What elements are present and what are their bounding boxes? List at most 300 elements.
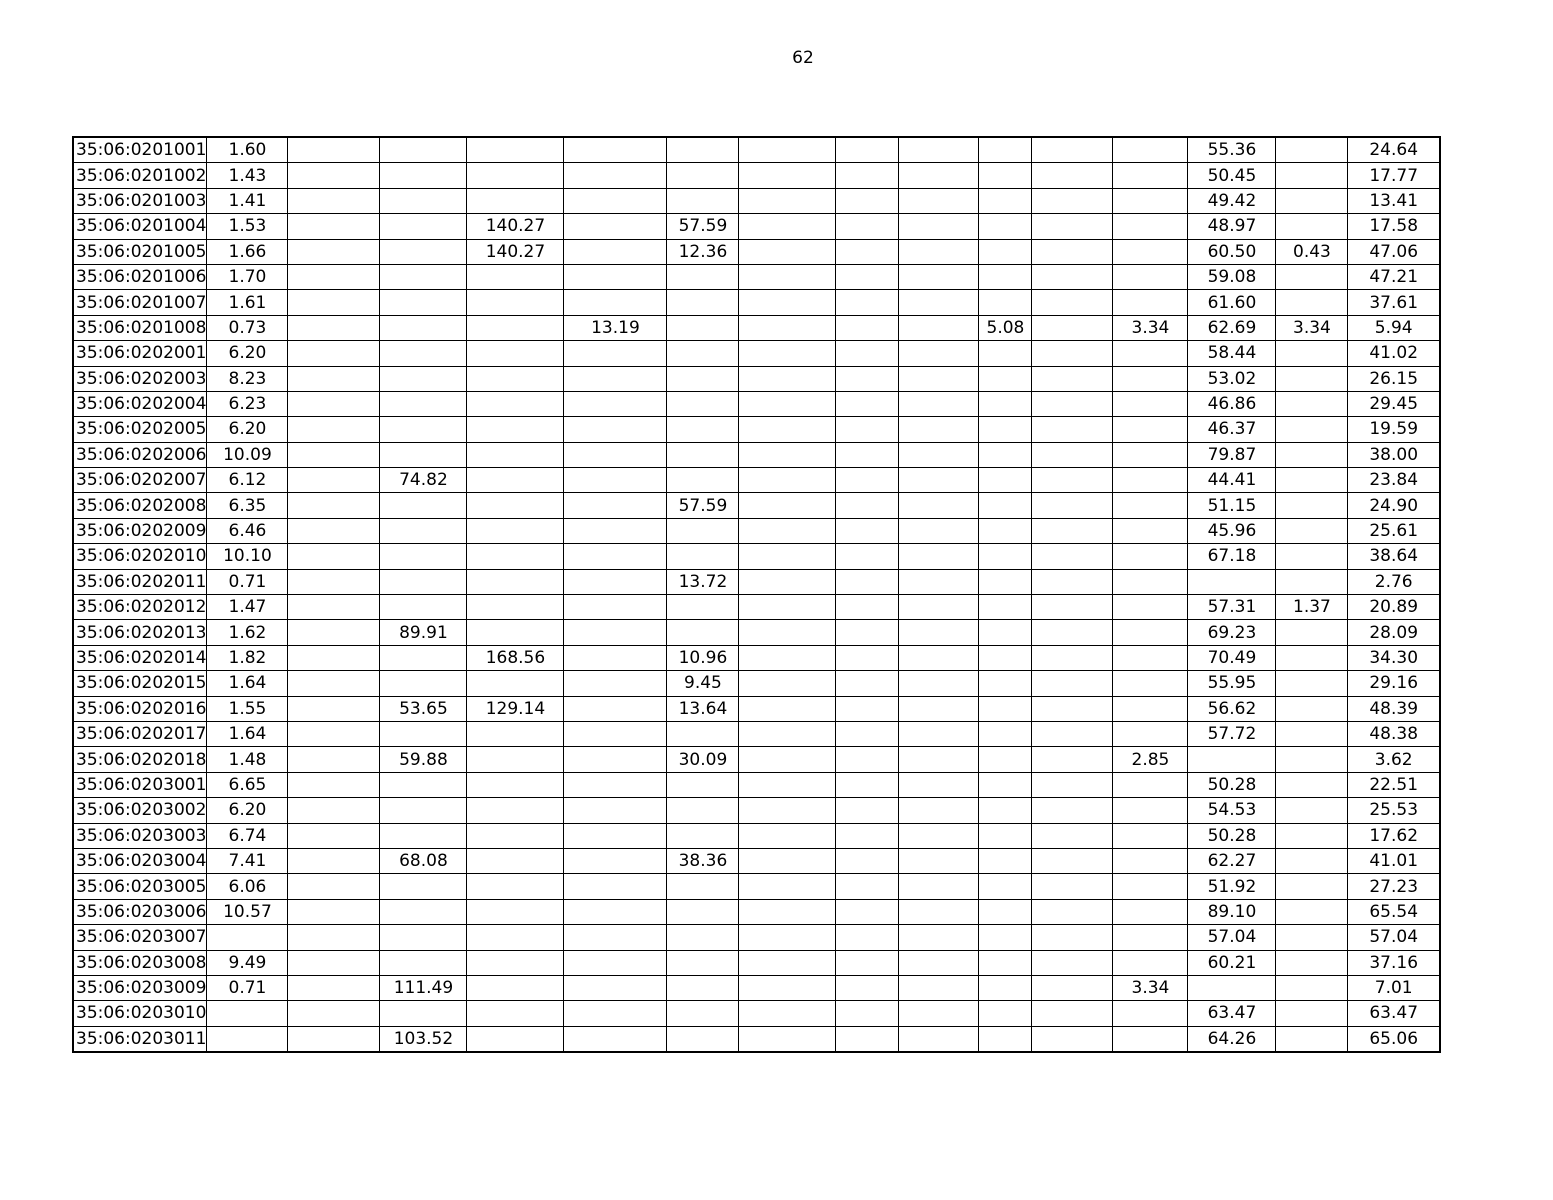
value-cell (836, 696, 899, 721)
value-cell (1113, 1026, 1188, 1052)
value-cell: 60.21 (1188, 950, 1276, 975)
value-cell (899, 264, 979, 289)
value-cell: 1.70 (207, 264, 288, 289)
value-cell (207, 925, 288, 950)
value-cell (1276, 721, 1348, 746)
value-cell: 12.36 (667, 239, 739, 264)
value-cell (288, 442, 380, 467)
value-cell (564, 442, 667, 467)
table-row (73, 442, 1440, 467)
value-cell (667, 1026, 739, 1052)
value-cell (1032, 518, 1113, 543)
value-cell (380, 645, 467, 670)
value-cell (836, 823, 899, 848)
value-cell (1032, 848, 1113, 873)
value-cell (979, 214, 1032, 239)
table-row (73, 721, 1440, 746)
value-cell: 111.49 (380, 975, 467, 1000)
value-cell (667, 721, 739, 746)
value-cell (667, 290, 739, 315)
value-cell: 13.19 (564, 315, 667, 340)
value-cell (1276, 772, 1348, 797)
value-cell: 63.47 (1188, 1001, 1276, 1026)
value-cell (380, 163, 467, 188)
value-cell (1113, 214, 1188, 239)
value-cell (288, 975, 380, 1000)
value-cell (1113, 950, 1188, 975)
value-cell (667, 925, 739, 950)
value-cell (1032, 721, 1113, 746)
value-cell (467, 772, 564, 797)
value-cell: 5.08 (979, 315, 1032, 340)
value-cell: 3.34 (1113, 975, 1188, 1000)
value-cell (739, 696, 836, 721)
value-cell (667, 975, 739, 1000)
value-cell (836, 1001, 899, 1026)
value-cell (1113, 341, 1188, 366)
value-cell (288, 848, 380, 873)
value-cell: 61.60 (1188, 290, 1276, 315)
value-cell (564, 645, 667, 670)
value-cell: 7.01 (1348, 975, 1440, 1000)
value-cell (1113, 493, 1188, 518)
value-cell: 0.71 (207, 975, 288, 1000)
value-cell (467, 671, 564, 696)
value-cell: 8.23 (207, 366, 288, 391)
data-table (72, 136, 1441, 1053)
value-cell (739, 341, 836, 366)
value-cell (739, 645, 836, 670)
value-cell (667, 137, 739, 163)
value-cell (467, 798, 564, 823)
value-cell: 38.00 (1348, 442, 1440, 467)
value-cell (564, 518, 667, 543)
parcel-id-cell: 35:06:0203001 (73, 772, 207, 797)
table-row (73, 493, 1440, 518)
value-cell (564, 620, 667, 645)
value-cell (564, 823, 667, 848)
value-cell (836, 366, 899, 391)
value-cell (564, 1001, 667, 1026)
parcel-id-cell: 35:06:0203006 (73, 899, 207, 924)
value-cell (979, 239, 1032, 264)
table-row (73, 595, 1440, 620)
value-cell (1276, 899, 1348, 924)
value-cell (836, 341, 899, 366)
value-cell (739, 1001, 836, 1026)
value-cell (899, 696, 979, 721)
value-cell (288, 518, 380, 543)
value-cell (1276, 518, 1348, 543)
value-cell (1032, 188, 1113, 213)
value-cell (899, 595, 979, 620)
value-cell: 69.23 (1188, 620, 1276, 645)
value-cell (739, 214, 836, 239)
value-cell: 13.41 (1348, 188, 1440, 213)
value-cell (564, 188, 667, 213)
parcel-id-cell: 35:06:0202015 (73, 671, 207, 696)
value-cell (1032, 950, 1113, 975)
value-cell (564, 366, 667, 391)
value-cell: 22.51 (1348, 772, 1440, 797)
value-cell (564, 264, 667, 289)
value-cell (564, 569, 667, 594)
value-cell (739, 493, 836, 518)
value-cell (979, 798, 1032, 823)
value-cell (836, 214, 899, 239)
value-cell: 65.06 (1348, 1026, 1440, 1052)
value-cell: 1.82 (207, 645, 288, 670)
value-cell (667, 620, 739, 645)
value-cell (1113, 468, 1188, 493)
value-cell (1032, 468, 1113, 493)
value-cell (979, 848, 1032, 873)
value-cell (1113, 1001, 1188, 1026)
value-cell (467, 468, 564, 493)
value-cell: 67.18 (1188, 544, 1276, 569)
table-row (73, 366, 1440, 391)
table-row (73, 315, 1440, 340)
value-cell (979, 671, 1032, 696)
value-cell (979, 975, 1032, 1000)
value-cell: 38.64 (1348, 544, 1440, 569)
value-cell (1276, 950, 1348, 975)
value-cell (899, 188, 979, 213)
value-cell (836, 975, 899, 1000)
value-cell (564, 137, 667, 163)
value-cell (467, 823, 564, 848)
value-cell (380, 188, 467, 213)
value-cell (836, 569, 899, 594)
value-cell (1276, 874, 1348, 899)
value-cell: 0.73 (207, 315, 288, 340)
value-cell (836, 290, 899, 315)
value-cell (899, 417, 979, 442)
value-cell (1032, 798, 1113, 823)
parcel-id-cell: 35:06:0202016 (73, 696, 207, 721)
value-cell (739, 137, 836, 163)
value-cell (899, 442, 979, 467)
value-cell (979, 544, 1032, 569)
value-cell: 55.95 (1188, 671, 1276, 696)
value-cell (836, 518, 899, 543)
value-cell (467, 848, 564, 873)
value-cell (380, 899, 467, 924)
value-cell: 0.43 (1276, 239, 1348, 264)
value-cell (836, 950, 899, 975)
value-cell (288, 595, 380, 620)
value-cell: 13.64 (667, 696, 739, 721)
value-cell (836, 595, 899, 620)
value-cell: 51.92 (1188, 874, 1276, 899)
value-cell (979, 645, 1032, 670)
value-cell (380, 264, 467, 289)
value-cell: 74.82 (380, 468, 467, 493)
value-cell (564, 493, 667, 518)
value-cell (899, 671, 979, 696)
value-cell (836, 721, 899, 746)
parcel-id-cell: 35:06:0201006 (73, 264, 207, 289)
value-cell (1276, 391, 1348, 416)
value-cell (667, 950, 739, 975)
value-cell (1276, 493, 1348, 518)
value-cell (667, 874, 739, 899)
value-cell: 89.10 (1188, 899, 1276, 924)
value-cell (899, 366, 979, 391)
value-cell: 55.36 (1188, 137, 1276, 163)
value-cell: 50.28 (1188, 823, 1276, 848)
table-row (73, 214, 1440, 239)
value-cell (380, 798, 467, 823)
value-cell (739, 747, 836, 772)
parcel-id-cell: 35:06:0202018 (73, 747, 207, 772)
value-cell (1113, 671, 1188, 696)
value-cell (288, 264, 380, 289)
parcel-id-cell: 35:06:0202007 (73, 468, 207, 493)
value-cell (1032, 366, 1113, 391)
value-cell (739, 620, 836, 645)
parcel-id-cell: 35:06:0203007 (73, 925, 207, 950)
value-cell (1032, 544, 1113, 569)
parcel-id-cell: 35:06:0201001 (73, 137, 207, 163)
value-cell: 2.85 (1113, 747, 1188, 772)
parcel-id-cell: 35:06:0202014 (73, 645, 207, 670)
value-cell: 6.20 (207, 798, 288, 823)
value-cell: 57.04 (1188, 925, 1276, 950)
value-cell: 2.76 (1348, 569, 1440, 594)
value-cell (288, 747, 380, 772)
value-cell (899, 950, 979, 975)
value-cell (899, 975, 979, 1000)
value-cell (836, 468, 899, 493)
value-cell (667, 1001, 739, 1026)
value-cell: 29.16 (1348, 671, 1440, 696)
value-cell (667, 823, 739, 848)
value-cell (1276, 848, 1348, 873)
value-cell: 3.62 (1348, 747, 1440, 772)
parcel-id-cell: 35:06:0203011 (73, 1026, 207, 1052)
value-cell: 1.41 (207, 188, 288, 213)
value-cell: 57.04 (1348, 925, 1440, 950)
value-cell (1113, 366, 1188, 391)
value-cell: 27.23 (1348, 874, 1440, 899)
value-cell (1032, 137, 1113, 163)
value-cell (739, 366, 836, 391)
value-cell (1032, 163, 1113, 188)
value-cell (979, 874, 1032, 899)
value-cell (899, 848, 979, 873)
value-cell (564, 290, 667, 315)
value-cell (836, 239, 899, 264)
value-cell (1113, 823, 1188, 848)
parcel-id-cell: 35:06:0203002 (73, 798, 207, 823)
value-cell (1276, 696, 1348, 721)
value-cell (1276, 569, 1348, 594)
value-cell (1113, 264, 1188, 289)
value-cell: 23.84 (1348, 468, 1440, 493)
value-cell: 19.59 (1348, 417, 1440, 442)
value-cell (467, 874, 564, 899)
value-cell: 28.09 (1348, 620, 1440, 645)
value-cell: 6.20 (207, 417, 288, 442)
value-cell (288, 493, 380, 518)
value-cell: 48.39 (1348, 696, 1440, 721)
value-cell (899, 747, 979, 772)
value-cell (836, 671, 899, 696)
value-cell (288, 468, 380, 493)
value-cell (739, 950, 836, 975)
value-cell (1032, 391, 1113, 416)
parcel-id-cell: 35:06:0201004 (73, 214, 207, 239)
value-cell (979, 1026, 1032, 1052)
table-row (73, 620, 1440, 645)
value-cell: 103.52 (380, 1026, 467, 1052)
value-cell (1113, 290, 1188, 315)
value-cell: 62.27 (1188, 848, 1276, 873)
value-cell (380, 569, 467, 594)
value-cell (899, 645, 979, 670)
value-cell (979, 747, 1032, 772)
value-cell: 10.09 (207, 442, 288, 467)
value-cell (467, 569, 564, 594)
value-cell (467, 620, 564, 645)
value-cell (667, 518, 739, 543)
parcel-id-cell: 35:06:0201002 (73, 163, 207, 188)
value-cell (979, 721, 1032, 746)
value-cell (1188, 975, 1276, 1000)
value-cell (1276, 341, 1348, 366)
value-cell (564, 848, 667, 873)
value-cell (288, 391, 380, 416)
value-cell: 24.64 (1348, 137, 1440, 163)
parcel-id-cell: 35:06:0202006 (73, 442, 207, 467)
value-cell (380, 493, 467, 518)
value-cell (739, 468, 836, 493)
value-cell (739, 798, 836, 823)
value-cell (667, 391, 739, 416)
value-cell (739, 391, 836, 416)
value-cell (288, 188, 380, 213)
value-cell: 1.48 (207, 747, 288, 772)
value-cell: 47.06 (1348, 239, 1440, 264)
value-cell (564, 747, 667, 772)
value-cell: 46.37 (1188, 417, 1276, 442)
value-cell (899, 721, 979, 746)
value-cell: 24.90 (1348, 493, 1440, 518)
value-cell (467, 264, 564, 289)
value-cell (288, 544, 380, 569)
value-cell: 49.42 (1188, 188, 1276, 213)
table-row (73, 341, 1440, 366)
value-cell (979, 468, 1032, 493)
table-row (73, 772, 1440, 797)
value-cell (467, 544, 564, 569)
value-cell (1113, 239, 1188, 264)
value-cell: 65.54 (1348, 899, 1440, 924)
value-cell (899, 620, 979, 645)
value-cell (288, 290, 380, 315)
value-cell (979, 569, 1032, 594)
value-cell (739, 417, 836, 442)
parcel-id-cell: 35:06:0201005 (73, 239, 207, 264)
value-cell (564, 417, 667, 442)
value-cell (380, 366, 467, 391)
value-cell (288, 620, 380, 645)
table-body (73, 137, 1440, 1052)
value-cell (739, 925, 836, 950)
value-cell (1188, 747, 1276, 772)
value-cell: 51.15 (1188, 493, 1276, 518)
value-cell (836, 620, 899, 645)
value-cell (288, 925, 380, 950)
value-cell (979, 950, 1032, 975)
value-cell (467, 391, 564, 416)
value-cell: 1.61 (207, 290, 288, 315)
parcel-id-cell: 35:06:0202001 (73, 341, 207, 366)
value-cell: 13.72 (667, 569, 739, 594)
value-cell: 59.88 (380, 747, 467, 772)
value-cell (1032, 823, 1113, 848)
value-cell (1032, 214, 1113, 239)
value-cell (1032, 874, 1113, 899)
value-cell (1113, 544, 1188, 569)
value-cell (1276, 544, 1348, 569)
value-cell: 20.89 (1348, 595, 1440, 620)
value-cell (979, 366, 1032, 391)
value-cell (467, 518, 564, 543)
value-cell (739, 721, 836, 746)
value-cell (1032, 925, 1113, 950)
value-cell (899, 163, 979, 188)
parcel-id-cell: 35:06:0202005 (73, 417, 207, 442)
value-cell (899, 493, 979, 518)
value-cell (288, 874, 380, 899)
value-cell: 29.45 (1348, 391, 1440, 416)
value-cell (467, 925, 564, 950)
value-cell: 63.47 (1348, 1001, 1440, 1026)
parcel-id-cell: 35:06:0203005 (73, 874, 207, 899)
value-cell (1032, 341, 1113, 366)
value-cell (836, 163, 899, 188)
table-row (73, 645, 1440, 670)
value-cell: 60.50 (1188, 239, 1276, 264)
value-cell: 6.65 (207, 772, 288, 797)
value-cell (1276, 188, 1348, 213)
value-cell (836, 137, 899, 163)
value-cell (288, 671, 380, 696)
value-cell: 62.69 (1188, 315, 1276, 340)
value-cell (564, 671, 667, 696)
value-cell: 37.16 (1348, 950, 1440, 975)
value-cell (467, 188, 564, 213)
value-cell (739, 772, 836, 797)
value-cell (739, 264, 836, 289)
value-cell (1276, 925, 1348, 950)
parcel-id-cell: 35:06:0202011 (73, 569, 207, 594)
value-cell: 1.64 (207, 671, 288, 696)
value-cell (380, 721, 467, 746)
value-cell (1032, 747, 1113, 772)
value-cell (467, 899, 564, 924)
value-cell (979, 772, 1032, 797)
value-cell: 10.96 (667, 645, 739, 670)
value-cell (564, 1026, 667, 1052)
value-cell (979, 518, 1032, 543)
parcel-id-cell: 35:06:0203010 (73, 1001, 207, 1026)
value-cell: 1.53 (207, 214, 288, 239)
value-cell (288, 899, 380, 924)
table-row (73, 239, 1440, 264)
